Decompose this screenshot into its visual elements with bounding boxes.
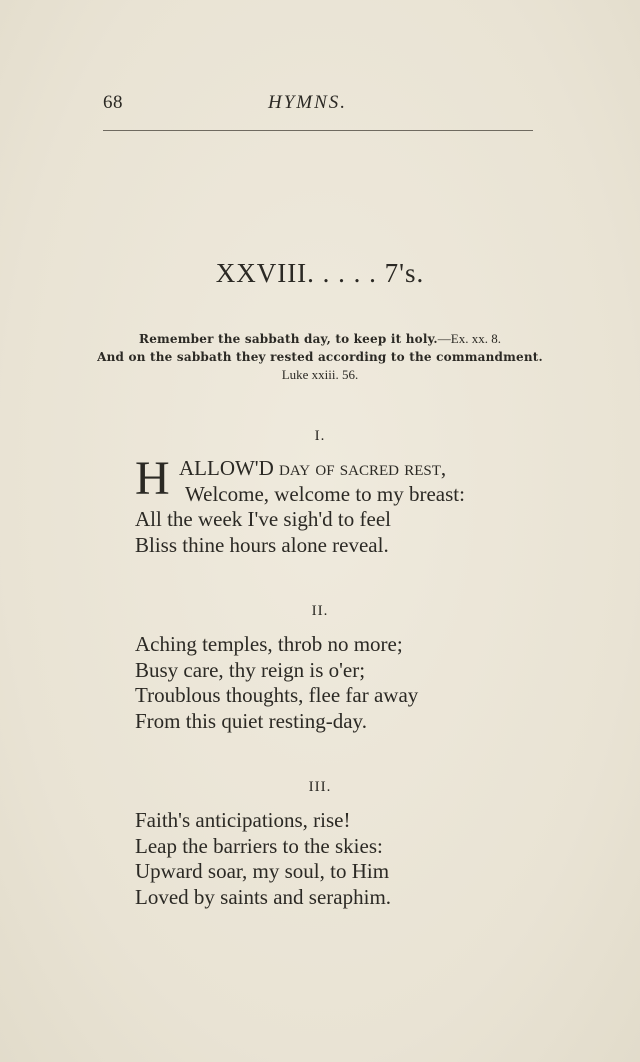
stanza-2 — [135, 632, 418, 734]
verse-line: Leap the barriers to the skies: — [135, 833, 383, 858]
stanza-number: II. — [311, 603, 329, 619]
verse-line: ALLOW'D day of sacred rest, — [179, 456, 447, 480]
drop-cap: H — [135, 452, 170, 505]
epigraph-reference: Luke xxiii. 56. — [281, 367, 359, 382]
verse-line: Loved by saints and seraphim. — [135, 884, 392, 909]
verse-line: From this quiet resting-day. — [135, 708, 367, 733]
epigraph-line — [0, 348, 640, 366]
page-number: 68 — [103, 92, 123, 113]
verse-line: Welcome, welcome to my breast: — [185, 481, 465, 506]
running-title: HYMNS. — [268, 92, 348, 113]
header-rule — [103, 130, 533, 131]
page-header — [103, 92, 533, 118]
stanza-3 — [135, 808, 391, 910]
verse-line: Aching temples, throb no more; — [135, 632, 403, 656]
epigraph — [0, 330, 640, 383]
verse-line: All the week I've sigh'd to feel — [135, 507, 391, 531]
verse-line: Bliss thine hours alone reveal. — [135, 532, 389, 557]
hymn-title: XXVIII. . . . . 7's. — [215, 258, 425, 288]
verse-line: Upward soar, my soul, to Him — [135, 859, 390, 883]
epigraph-quote: Remember the sabbath day, to keep it holy. — [139, 332, 438, 346]
stanza-number: III. — [308, 779, 332, 795]
epigraph-quote: And on the sabbath they rested according to the commandment. — [97, 350, 543, 364]
verse-line: Troublous thoughts, flee far away — [135, 683, 419, 707]
stanza-1 — [135, 452, 465, 558]
verse-line: Faith's anticipations, rise! — [135, 808, 351, 832]
stanza-number: I. — [314, 428, 326, 444]
epigraph-line — [0, 366, 640, 383]
verse-line: Busy care, thy reign is o'er; — [135, 657, 366, 682]
epigraph-reference: —Ex. xx. 8. — [437, 331, 501, 346]
epigraph-line — [0, 330, 640, 348]
